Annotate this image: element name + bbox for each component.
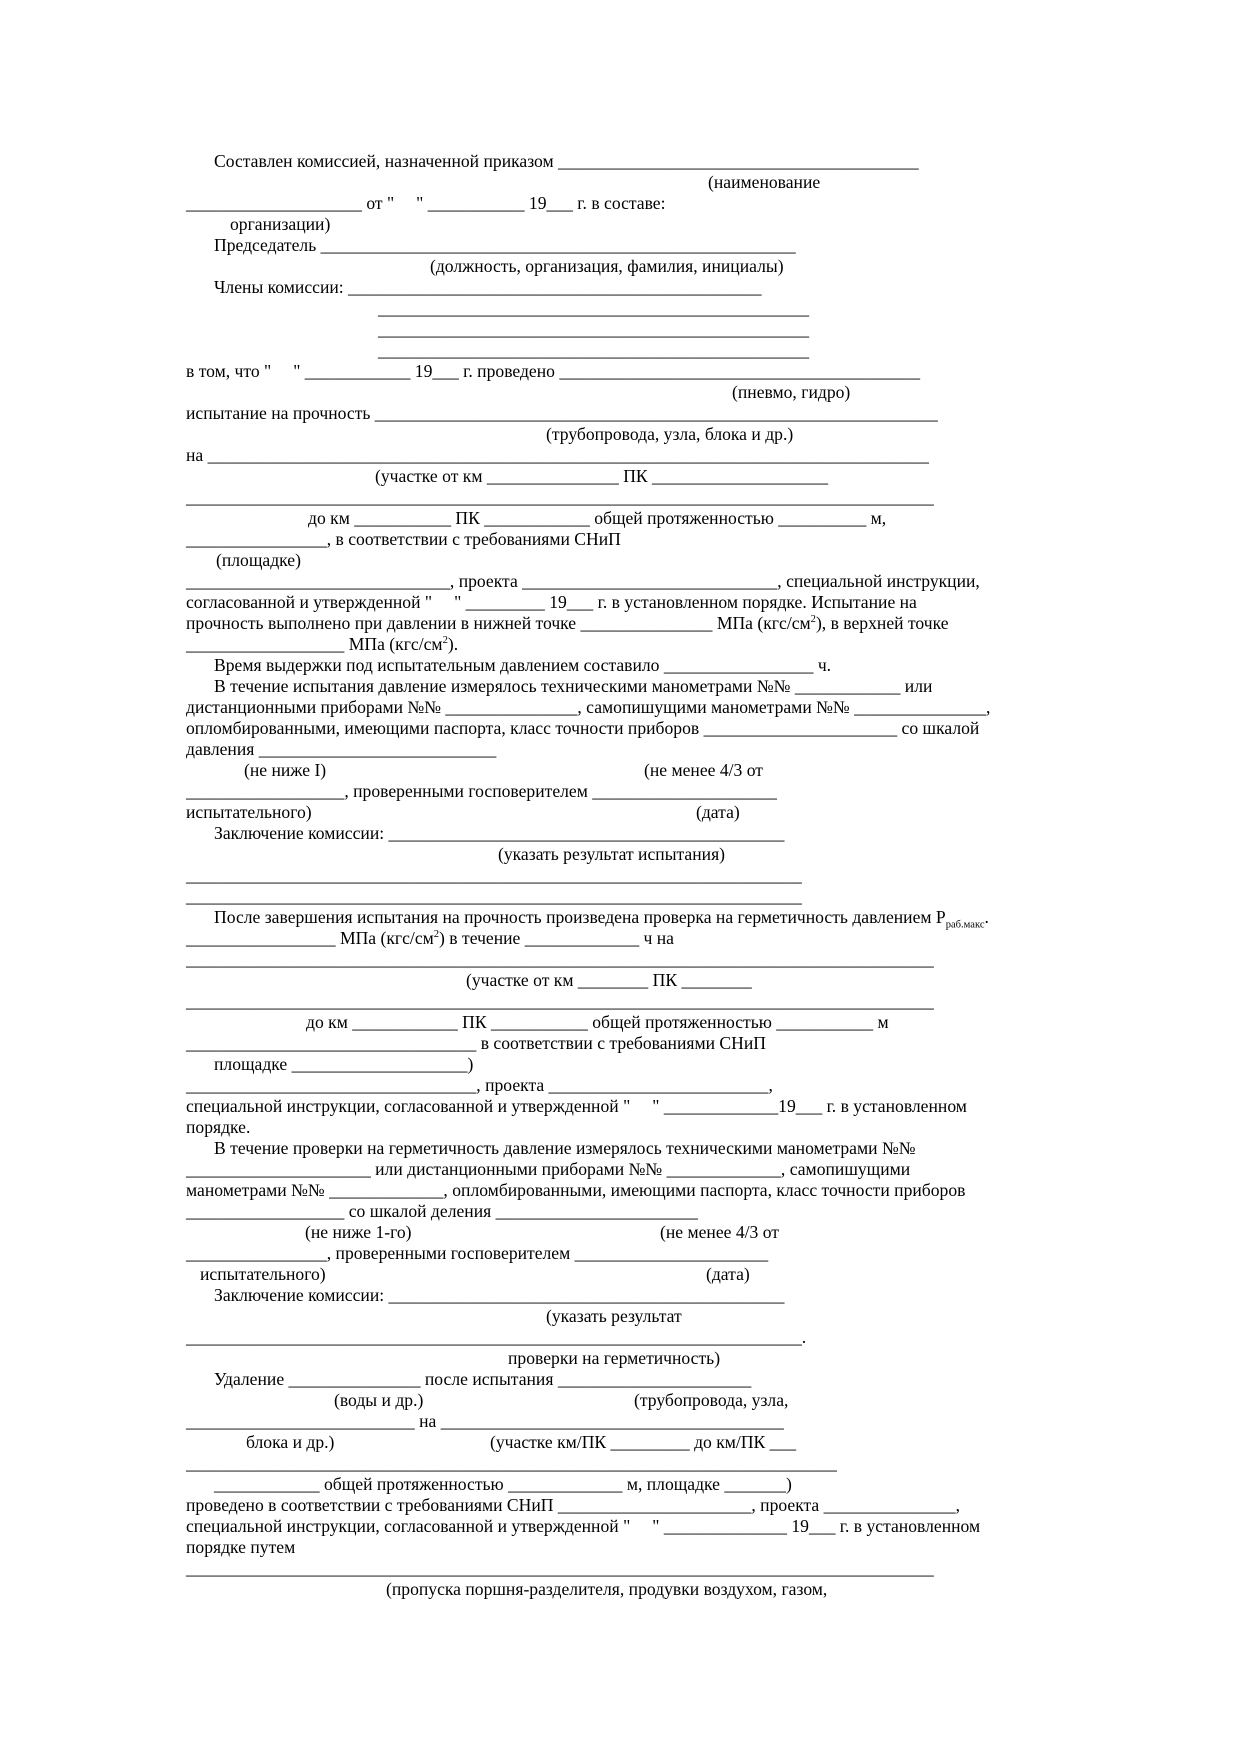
text-line: (участке от км ________ ПК ________: [466, 970, 752, 990]
text-line: до км ___________ ПК ____________ общей протяженностью __________ м,: [308, 508, 887, 528]
text-line: (площадке): [216, 550, 301, 570]
text-line: ________________, проверенными госповерителем ______________________: [186, 1243, 769, 1263]
text-line: (участке км/ПК _________ до км/ПК ___: [490, 1432, 797, 1452]
text-line: на __________________________________________________________________________________: [186, 445, 929, 465]
text-line: специальной инструкции, согласованной и утвержденной " " ______________ 19___ г. в установленном: [186, 1516, 981, 1536]
text-line: _____________________________________________________________________________________: [186, 487, 934, 507]
text-line: (воды и др.): [334, 1390, 424, 1410]
text-line: (не ниже I): [244, 760, 327, 780]
text-line: испытательного): [200, 1264, 326, 1284]
text-line: (трубопровода, узла, блока и др.): [546, 424, 794, 444]
text-line: площадке ____________________): [214, 1054, 474, 1074]
text-line: ______________________________________________________________________.: [186, 1327, 807, 1347]
text-line: (пневмо, гидро): [732, 382, 851, 402]
text-line: _____________________ или дистанционными приборами №№ _____________, самопишущими: [186, 1159, 911, 1179]
text-line: опломбированными, имеющими паспорта, класс точности приборов ______________________ со шкалой: [186, 718, 980, 738]
text-line: порядке.: [186, 1117, 251, 1137]
text-line: Удаление _______________ после испытания ______________________: [214, 1369, 752, 1389]
text-line: __________________, проверенными госповерителем _____________________: [186, 781, 777, 801]
text-line: организации): [230, 214, 331, 234]
text-line: _____________________________________________________________________________________: [186, 991, 934, 1011]
text-line: _________________ МПа $(кгс/см^2)$ в течение _____________ ч на: [186, 928, 674, 948]
text-line: (пропуска поршня-разделителя, продувки воздухом, газом,: [386, 1579, 828, 1599]
text-line: испытательного): [186, 802, 312, 822]
text-line: испытание на прочность ________________________________________________________________: [186, 403, 938, 423]
text-line: _________________________________ в соответствии с требованиями СНиП: [186, 1033, 766, 1053]
text-line: ______________________________, проекта _____________________________, специальной инструкции,: [186, 571, 980, 591]
text-line: блока и др.): [246, 1432, 335, 1452]
text-line: (не ниже 1-го): [305, 1222, 412, 1242]
text-line: давления ___________________________: [186, 739, 497, 759]
text-line: ______________________________________________________________________: [186, 886, 802, 906]
text-line: до км ____________ ПК ___________ общей протяженностью ___________ м: [306, 1012, 889, 1032]
text-line: __________________________________________________________________________: [186, 1453, 837, 1473]
text-line: _________________________________________________: [378, 298, 810, 318]
text-line: (дата): [696, 802, 740, 822]
text-line: специальной инструкции, согласованной и утвержденной " " _____________19___ г. в установленном: [186, 1096, 967, 1116]
text-line: __________________________ на _______________________________________: [186, 1411, 784, 1431]
text-line: ______________________________________________________________________: [186, 865, 802, 885]
text-line: __________________ МПа $(кгс/см^2)$.: [186, 634, 459, 654]
text-line: (участке от км _______________ ПК ____________________: [375, 466, 828, 486]
text-line: Члены комиссии: _______________________________________________: [214, 277, 762, 297]
text-line: Председатель ______________________________________________________: [214, 235, 796, 255]
text-line: в том, что " " ____________ 19___ г. проведено _________________________________________: [186, 361, 921, 381]
text-line: В течение проверки на герметичность давление измерялось техническими манометрами №№: [214, 1138, 916, 1158]
text-line: ____________________ от " " ___________ 19___ г. в составе:: [186, 193, 666, 213]
text-line: (трубопровода, узла,: [634, 1390, 789, 1410]
text-line: (не менее 4/3 от: [644, 760, 763, 780]
text-line: Заключение комиссии: _____________________________________________: [214, 823, 785, 843]
text-line: __________________ со шкалой деления _______________________: [186, 1201, 698, 1221]
text-line: манометрами №№ _____________, опломбированными, имеющими паспорта, класс точности приборов: [186, 1180, 966, 1200]
text-line: (не менее 4/3 от: [660, 1222, 779, 1242]
text-line: (наименование: [708, 172, 821, 192]
text-line: _________________________________, проекта _________________________,: [186, 1075, 773, 1095]
text-line: согласованной и утвержденной " " _________ 19___ г. в установленном порядке. Испытание на: [186, 592, 917, 612]
text-line: Время выдержки под испытательным давлением составило _________________ ч.: [214, 655, 832, 675]
text-line: дистанционными приборами №№ _______________, самопишущими манометрами №№ _______________,: [186, 697, 991, 717]
text-line: (должность, организация, фамилия, инициалы): [430, 256, 784, 276]
text-line: Составлен комиссией, назначенной приказом _________________________________________: [214, 151, 919, 171]
text-line: (дата): [706, 1264, 750, 1284]
text-line: В течение испытания давление измерялось техническими манометрами №№ ____________ или: [214, 676, 933, 696]
text-line: После завершения испытания на прочность произведена проверка на герметичность давлением $P_{раб.макс}$.: [214, 907, 989, 931]
text-line: проверки на герметичность): [508, 1348, 721, 1368]
text-line: _________________________________________________: [378, 340, 810, 360]
text-line: _____________________________________________________________________________________: [186, 1558, 934, 1578]
text-line: ________________, в соответствии с требованиями СНиП: [186, 529, 621, 549]
text-line: порядке путем: [186, 1537, 296, 1557]
text-line: ____________ общей протяженностью _____________ м, площадке _______): [214, 1474, 792, 1494]
text-line: (указать результат испытания): [498, 844, 726, 864]
text-line: проведено в соответствии с требованиями СНиП ______________________, проекта _______________,: [186, 1495, 960, 1515]
text-line: _________________________________________________: [378, 319, 810, 339]
text-line: (указать результат: [546, 1306, 682, 1326]
text-line: прочность выполнено при давлении в нижней точке _______________ МПа $(кгс/см^2)$, в верхней точке: [186, 613, 949, 633]
text-line: Заключение комиссии: _____________________________________________: [214, 1285, 785, 1305]
text-line: _____________________________________________________________________________________: [186, 949, 934, 969]
